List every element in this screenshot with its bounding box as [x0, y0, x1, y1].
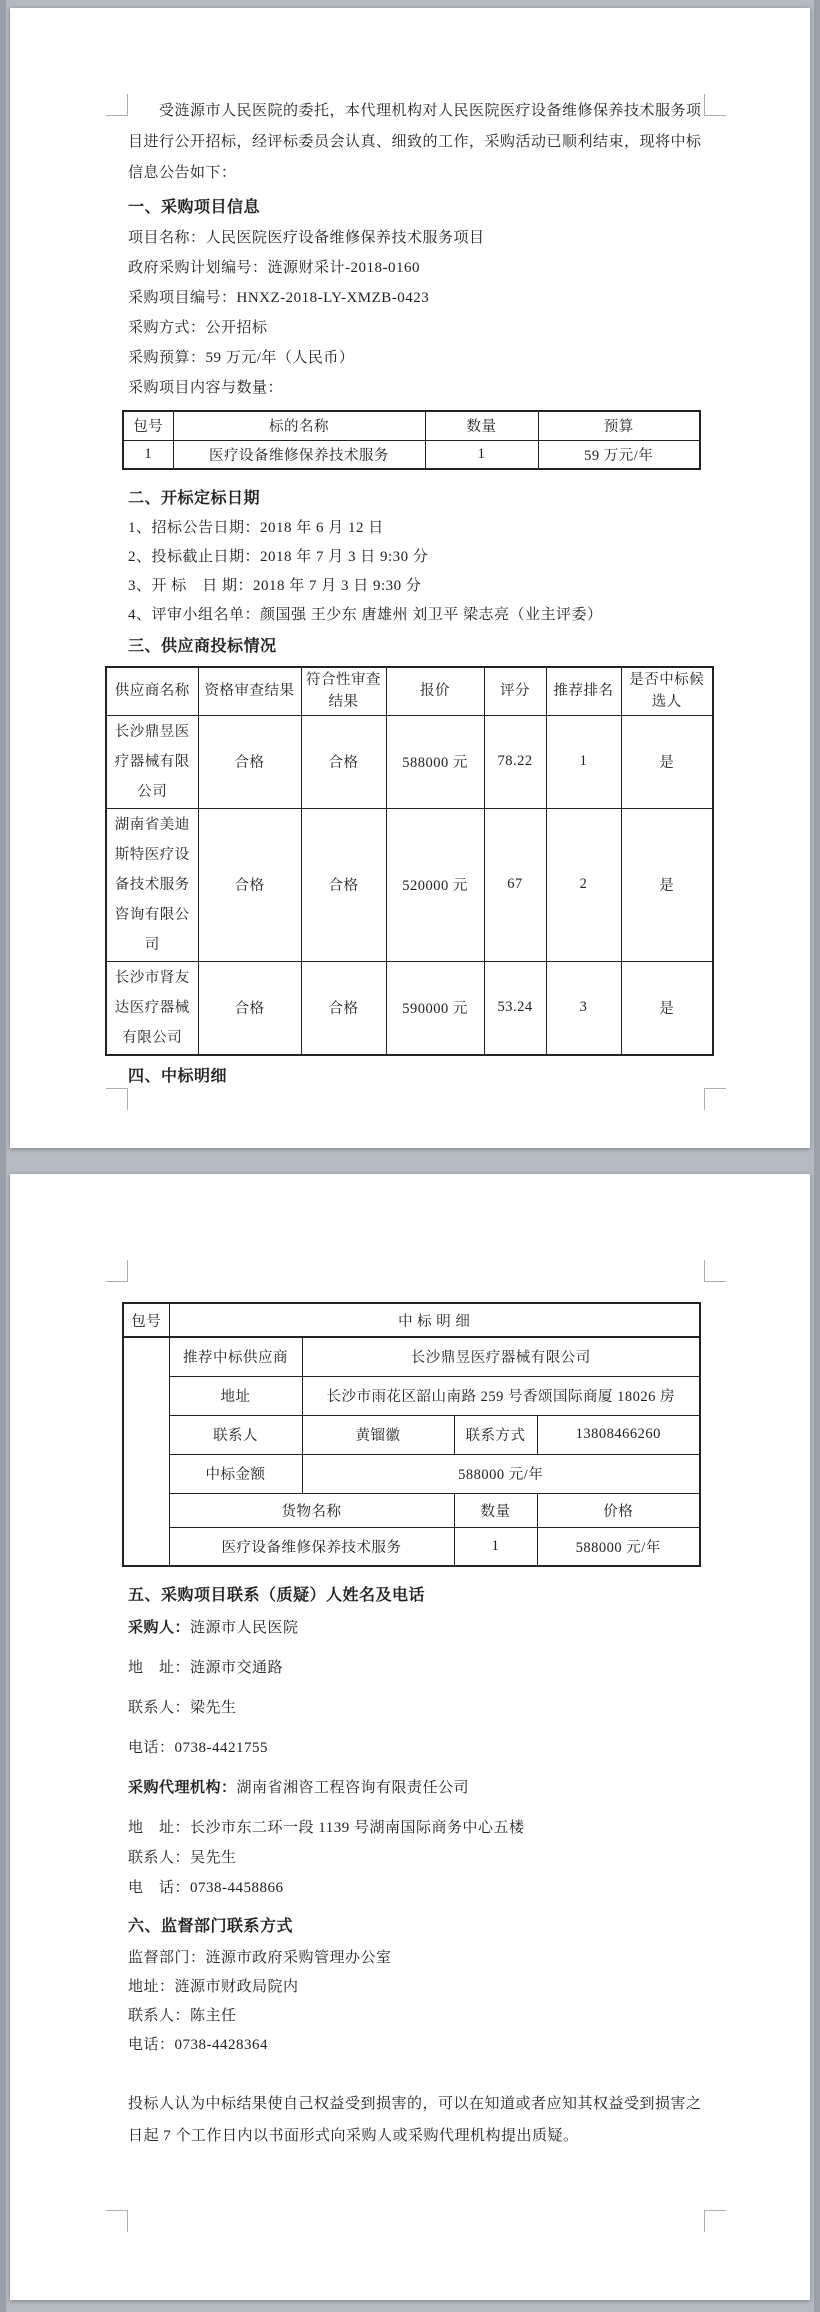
- agency-label: 采购代理机构：: [128, 1780, 237, 1796]
- goods-price: 588000 元/年: [537, 1527, 700, 1566]
- announce-date-line: 1、招标公告日期：2018 年 6 月 12 日: [128, 520, 384, 536]
- buyer-phone-label: 电话：: [128, 1740, 175, 1756]
- sup-qualif: 合格: [198, 715, 301, 808]
- agency-address-line: [128, 1815, 704, 1842]
- award-address-label: 地址: [169, 1376, 302, 1415]
- items-cell-subject: 医疗设备维修保养技术服务: [173, 440, 425, 469]
- sup-header-candidate: 是否中标候选人: [621, 667, 713, 715]
- supervisor-address-line: [128, 1973, 704, 2002]
- agency-value: 湖南省湘咨工程咨询有限责任公司: [236, 1780, 470, 1796]
- canvas-edge-left: [0, 0, 6, 2312]
- sup-qualif: 合格: [198, 961, 301, 1055]
- items-header-qty: 数量: [425, 411, 538, 440]
- buyer-line: [128, 1615, 704, 1642]
- buyer-contact-label: 联系人：: [128, 1700, 191, 1716]
- sup-score: 78.22: [484, 715, 546, 808]
- supervisor-dept-value: 涟源市政府采购管理办公室: [205, 1950, 392, 1966]
- agency-contact-value: 吴先生: [190, 1850, 237, 1866]
- buyer-phone-line: [128, 1735, 704, 1762]
- closing-paragraph: 投标人认为中标结果使自己权益受到损害的，可以在知道或者应知其权益受到损害之日起 7 个工作日内以书面形式向采购人或采购代理机构提出质疑。: [128, 2096, 702, 2144]
- opening-date-line: 3、开 标 日 期：2018 年 7 月 3 日 9:30 分: [128, 578, 422, 594]
- section-6-heading: 六、监督部门联系方式: [128, 1918, 294, 1935]
- sup-header-rank: 推荐排名: [546, 667, 621, 715]
- supervisor-phone-line: [128, 2031, 704, 2060]
- supervisor-phone-value: 0738-4428364: [174, 2037, 269, 2053]
- project-name-line: 项目名称：人民医院医疗设备维修保养技术服务项目: [128, 230, 485, 246]
- suppliers-header-row: [106, 667, 713, 715]
- sup-candidate: 是: [621, 808, 713, 961]
- sup-conform: 合格: [301, 715, 386, 808]
- supplier-row: [106, 715, 713, 808]
- margin-mark-top-left: [106, 94, 128, 116]
- page-2-content: [128, 1174, 704, 2152]
- award-address-value: 长沙市雨花区韶山南路 259 号香颂国际商厦 18026 房: [302, 1376, 700, 1415]
- items-table-row: [123, 440, 700, 469]
- buyer-address-value: 涟源市交通路: [190, 1660, 284, 1676]
- items-cell-qty: 1: [425, 440, 538, 469]
- intro-paragraph: 受涟源市人民医院的委托，本代理机构对人民医院医疗设备维修保养技术服务项目进行公开招标，经评标委员会认真、细致的工作，采购活动已顺利结束，现将中标信息公告如下：: [128, 103, 702, 181]
- goods-name-header: 货物名称: [169, 1493, 454, 1527]
- agency-line: [128, 1775, 704, 1802]
- margin-mark-bottom-right: [704, 2210, 726, 2232]
- supervisor-contact-value: 陈主任: [190, 2008, 237, 2024]
- document-page-1: [10, 8, 810, 1148]
- margin-mark-top-left: [106, 1260, 128, 1282]
- items-cell-budget: 59 万元/年: [538, 440, 700, 469]
- supervisor-address-value: 涟源市财政局院内: [174, 1979, 299, 1995]
- agency-contact-label: 联系人：: [128, 1850, 191, 1866]
- margin-mark-top-right: [704, 1260, 726, 1282]
- award-amount-label: 中标金额: [169, 1454, 302, 1493]
- goods-qty: 1: [454, 1527, 537, 1566]
- project-number-line: 采购项目编号：HNXZ-2018-LY-XMZB-0423: [128, 290, 430, 306]
- buyer-label: 采购人：: [128, 1620, 191, 1636]
- items-header-package: 包号: [123, 411, 173, 440]
- sup-name: 长沙市肾友达医疗器械有限公司: [106, 961, 198, 1055]
- plan-number-line: 政府采购计划编号：涟源财采计-2018-0160: [128, 260, 420, 276]
- sup-price: 588000 元: [386, 715, 484, 808]
- buyer-address-label: 地 址：: [128, 1660, 191, 1676]
- buyer-value: 涟源市人民医院: [190, 1620, 299, 1636]
- award-title: 中 标 明 细: [169, 1303, 700, 1337]
- award-detail-table: [122, 1302, 701, 1567]
- supervisor-contact-label: 联系人：: [128, 2008, 191, 2024]
- review-panel-line: 4、评审小组名单：颜国强 王少东 唐雄州 刘卫平 梁志亮（业主评委）: [128, 607, 603, 623]
- goods-price-header: 价格: [537, 1493, 700, 1527]
- agency-phone-line: [128, 1875, 704, 1902]
- margin-mark-bottom-left: [106, 2210, 128, 2232]
- agency-contact-line: [128, 1845, 704, 1872]
- sup-header-name: 供应商名称: [106, 667, 198, 715]
- agency-address-value: 长沙市东二环一段 1139 号湖南国际商务中心五楼: [190, 1820, 525, 1836]
- supplier-row: [106, 961, 713, 1055]
- sup-conform: 合格: [301, 961, 386, 1055]
- award-corner-label: 包号: [123, 1303, 169, 1337]
- award-contact-phone: 13808466260: [537, 1415, 700, 1454]
- buyer-contact-line: [128, 1695, 704, 1722]
- goods-row: [123, 1527, 700, 1566]
- buyer-phone-value: 0738-4421755: [174, 1740, 269, 1756]
- buyer-address-line: [128, 1655, 704, 1682]
- agency-phone-label: 电 话：: [128, 1880, 191, 1896]
- sup-rank: 3: [546, 961, 621, 1055]
- award-contact-name: 黄镏徽: [302, 1415, 454, 1454]
- sup-name: 湖南省美迪斯特医疗设备技术服务咨询有限公司: [106, 808, 198, 961]
- goods-name: 医疗设备维修保养技术服务: [169, 1527, 454, 1566]
- method-line: 采购方式：公开招标: [128, 320, 268, 336]
- suppliers-table: [105, 666, 714, 1056]
- section-4-heading: 四、中标明细: [128, 1068, 228, 1085]
- supplier-row: [106, 808, 713, 961]
- award-contact-row: [123, 1415, 700, 1454]
- sup-header-score: 评分: [484, 667, 546, 715]
- award-amount-value: 588000 元/年: [302, 1454, 700, 1493]
- section-2-heading: 二、开标定标日期: [128, 490, 261, 507]
- award-supplier-value: 长沙鼎昱医疗器械有限公司: [302, 1337, 700, 1376]
- items-table: [122, 410, 701, 470]
- award-supplier-row: [123, 1337, 700, 1376]
- budget-line: 采购预算：59 万元/年（人民币）: [128, 350, 355, 366]
- award-title-row: [123, 1303, 700, 1337]
- deadline-line: 2、投标截止日期：2018 年 7 月 3 日 9:30 分: [128, 549, 429, 565]
- sup-price: 590000 元: [386, 961, 484, 1055]
- section-3-heading: 三、供应商投标情况: [128, 638, 277, 655]
- items-cell-package: 1: [123, 440, 173, 469]
- items-header-budget: 预算: [538, 411, 700, 440]
- award-supplier-label: 推荐中标供应商: [169, 1337, 302, 1376]
- section-1-heading: 一、采购项目信息: [128, 199, 261, 216]
- sup-price: 520000 元: [386, 808, 484, 961]
- supervisor-contact-line: [128, 2002, 704, 2031]
- page-1-content: [114, 8, 705, 1092]
- goods-header-row: [123, 1493, 700, 1527]
- items-header-subject: 标的名称: [173, 411, 425, 440]
- sup-score: 53.24: [484, 961, 546, 1055]
- margin-mark-bottom-left: [106, 1088, 128, 1110]
- items-table-header-row: [123, 411, 700, 440]
- sup-candidate: 是: [621, 715, 713, 808]
- agency-address-label: 地 址：: [128, 1820, 191, 1836]
- award-contact-method-label: 联系方式: [454, 1415, 537, 1454]
- buyer-contact-value: 梁先生: [190, 1700, 237, 1716]
- sup-rank: 1: [546, 715, 621, 808]
- supervisor-dept-label: 监督部门：: [128, 1950, 206, 1966]
- content-qty-line: 采购项目内容与数量：: [128, 380, 284, 396]
- sup-header-price: 报价: [386, 667, 484, 715]
- agency-phone-value: 0738-4458866: [190, 1880, 284, 1896]
- award-corner-empty-cell: [123, 1337, 169, 1566]
- sup-name: 长沙鼎昱医疗器械有限公司: [106, 715, 198, 808]
- award-amount-row: [123, 1454, 700, 1493]
- sup-conform: 合格: [301, 808, 386, 961]
- goods-qty-header: 数量: [454, 1493, 537, 1527]
- award-address-row: [123, 1376, 700, 1415]
- sup-header-conformity: 符合性审查结果: [301, 667, 386, 715]
- sup-header-qualif: 资格审查结果: [198, 667, 301, 715]
- sup-candidate: 是: [621, 961, 713, 1055]
- document-page-2: [10, 1174, 810, 2300]
- canvas-edge-right: [814, 0, 820, 2312]
- sup-rank: 2: [546, 808, 621, 961]
- supervisor-address-label: 地址：: [128, 1979, 175, 1995]
- margin-mark-bottom-right: [704, 1088, 726, 1110]
- margin-mark-top-right: [704, 94, 726, 116]
- sup-qualif: 合格: [198, 808, 301, 961]
- section-5-heading: 五、采购项目联系（质疑）人姓名及电话: [128, 1587, 426, 1604]
- award-contact-label: 联系人: [169, 1415, 302, 1454]
- sup-score: 67: [484, 808, 546, 961]
- supervisor-phone-label: 电话：: [128, 2037, 175, 2053]
- supervisor-dept-line: [128, 1944, 704, 1973]
